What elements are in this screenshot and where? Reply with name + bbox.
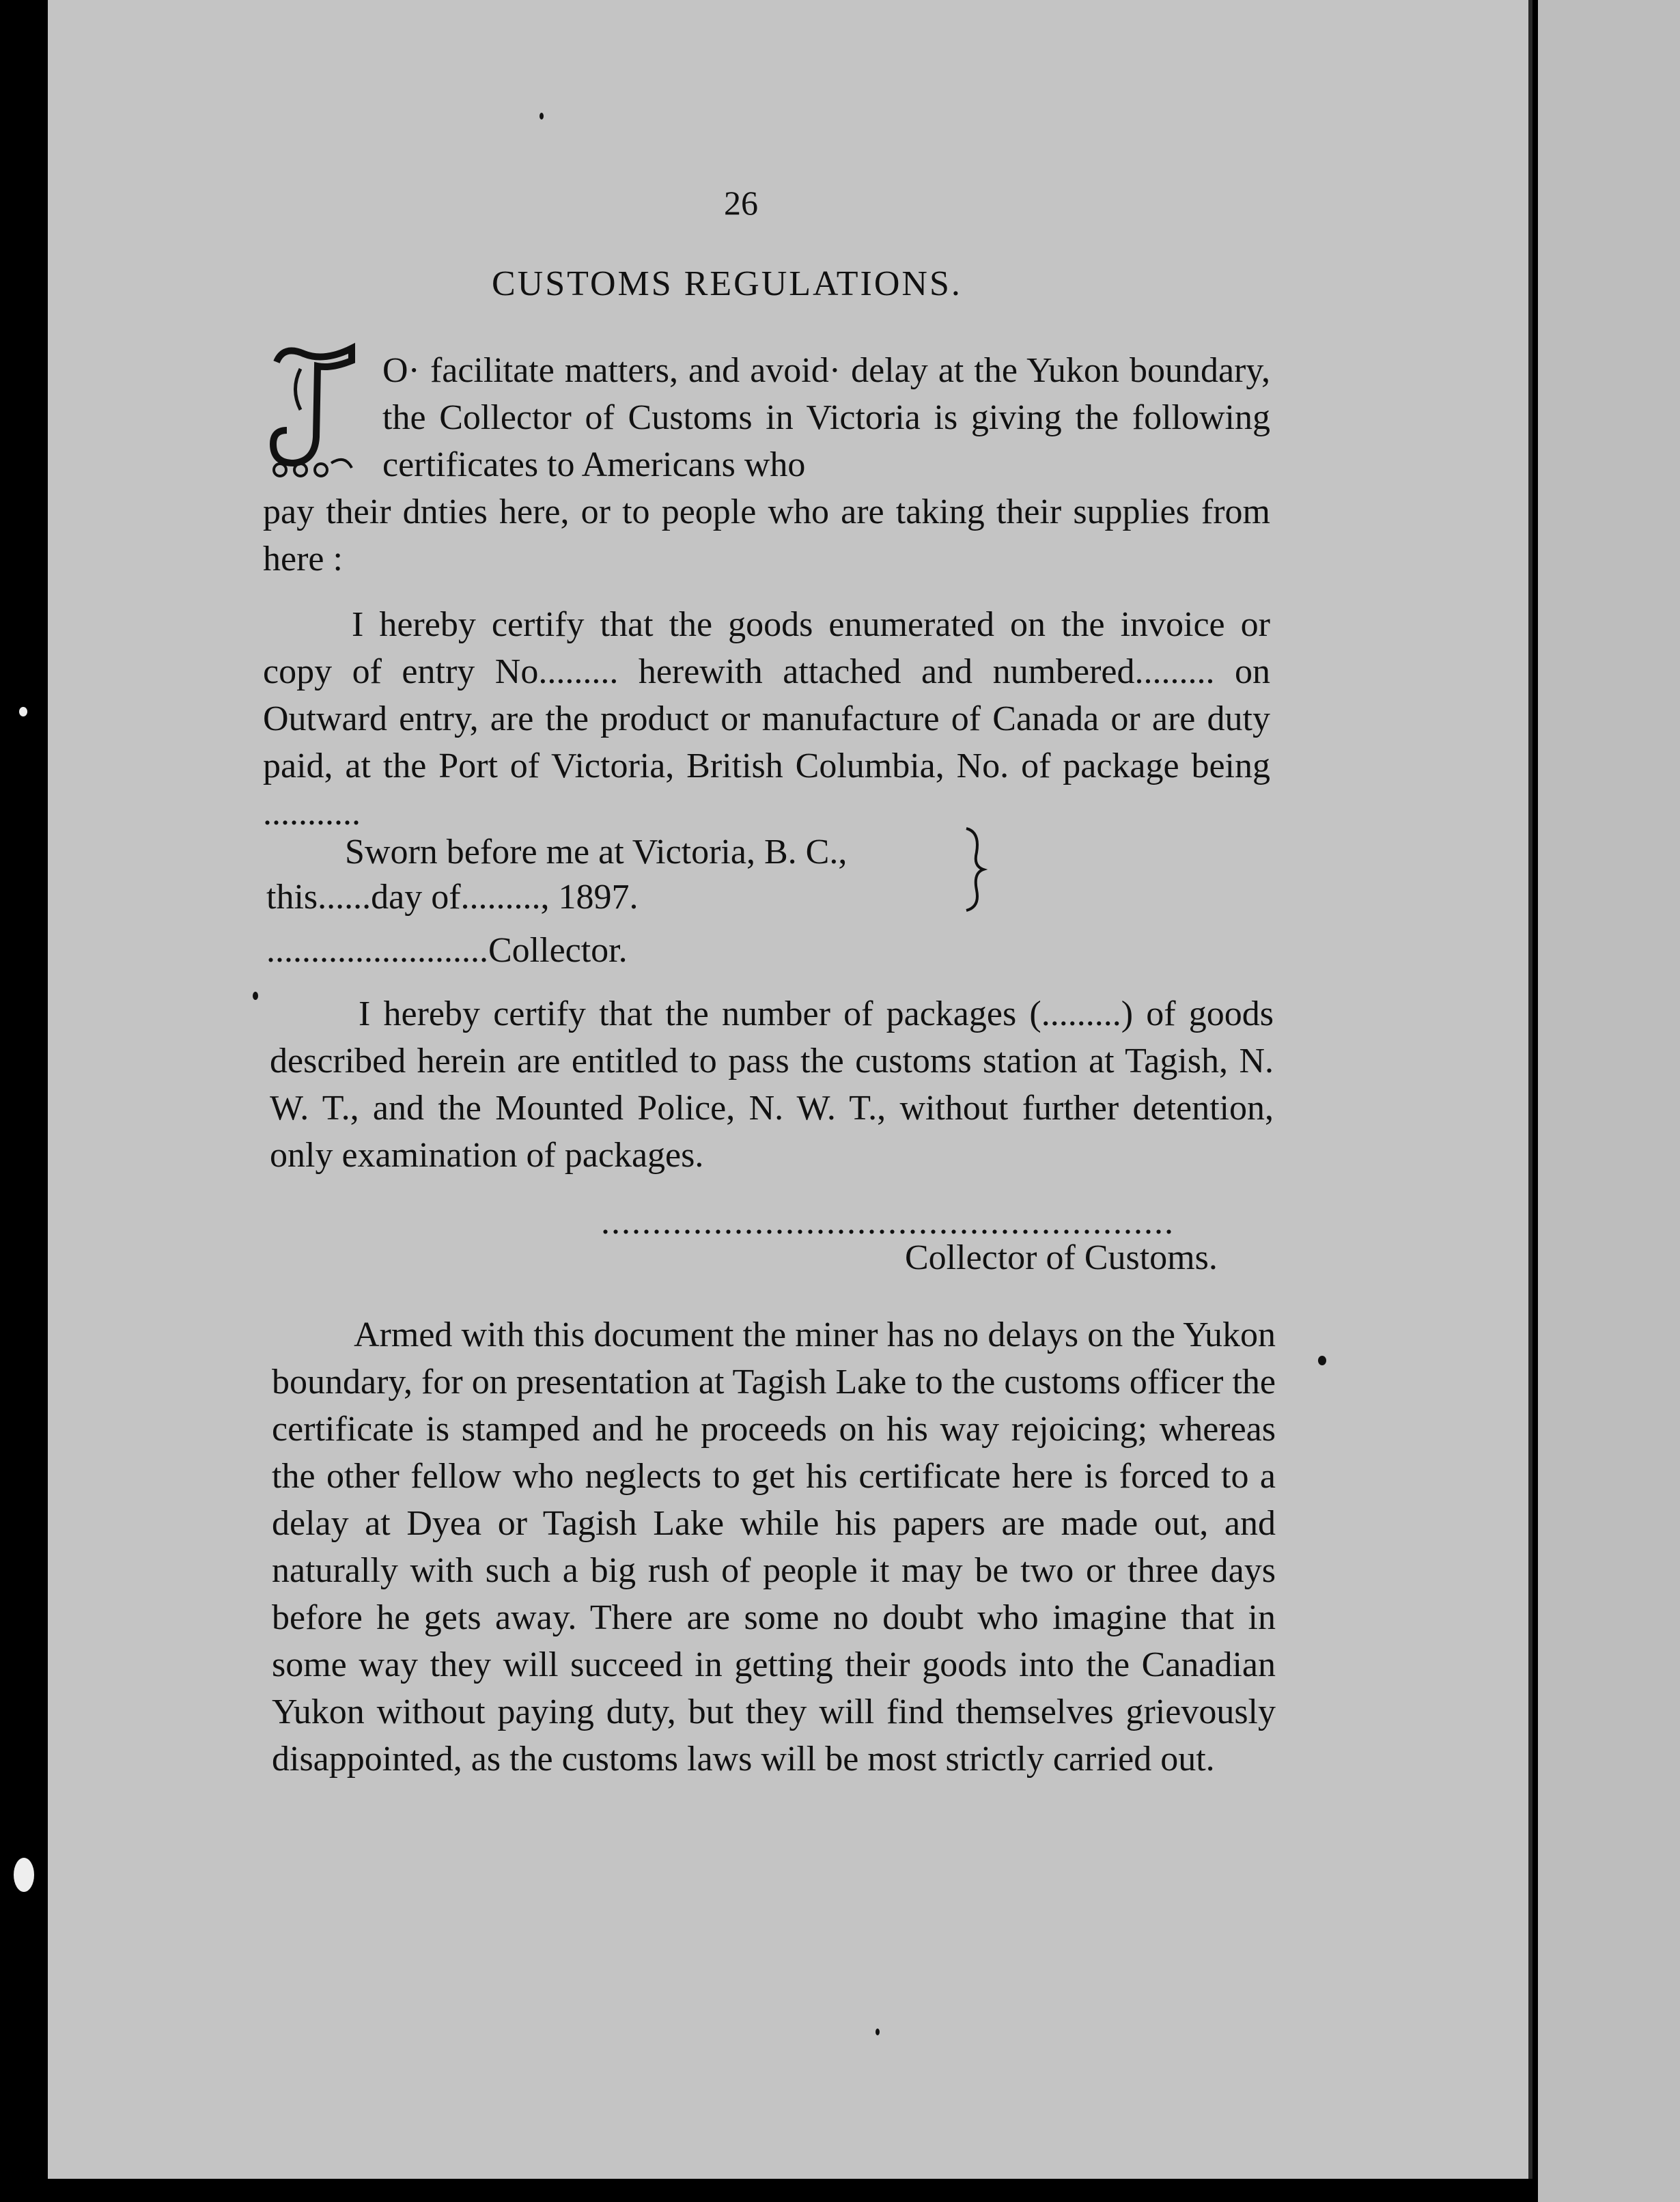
signature-dots: ........................................................ bbox=[601, 1203, 1175, 1242]
adjacent-page-edge bbox=[1538, 0, 1680, 2202]
scan-speck bbox=[1318, 1356, 1326, 1365]
dropcap-t-icon bbox=[263, 342, 365, 478]
page-number: 26 bbox=[724, 184, 758, 222]
scan-speck bbox=[14, 1858, 34, 1892]
intro-continuation: pay their dnties here, or to people who are taking their supplies from here : bbox=[263, 492, 1270, 579]
scan-speck bbox=[540, 113, 544, 120]
page-title: CUSTOMS REGULATIONS. bbox=[492, 264, 962, 303]
page-bottom-shadow bbox=[48, 2179, 1537, 2202]
sworn-block bbox=[266, 830, 1018, 920]
closing-paragraph: Armed with this document the miner has no delays on the Yukon boundary, for on presentation at Tagish Lake to the customs officer the certificate is stamped and he proceeds on his way rejoicing; whereas the other fellow who neglects to get his certificate here is forced to a delay at Dyea or Tagish Lake while his papers are made out, and naturally with such a big rush of people it may be two or three days before he gets away. There are some no doubt who imagine that in some way they will succeed in getting their goods into the Canadian Yukon without paying duty, but they will find themselves grievously disappointed, as the customs laws will be most strictly carried out. bbox=[272, 1315, 1276, 1779]
collector-signature-line: .........................Collector. bbox=[266, 931, 628, 970]
brace-icon bbox=[956, 825, 990, 914]
sworn-line-1: Sworn before me at Victoria, B. C., bbox=[345, 833, 848, 872]
certificate-packages-paragraph: I hereby certify that the number of packages (.........) of goods described herein are entitled to pass the customs station at Tagish, N. W. T., and the Mounted Police, N. W. T., without further detention, only examination of packages. bbox=[270, 994, 1274, 1175]
scan-speck bbox=[253, 992, 258, 1000]
certificate-goods-paragraph: I hereby certify that the goods enumerated on the invoice or copy of entry No......... herewith attached and numbered......... on Outward entry, are the product or manufacture of Canada or are duty paid, at the Port of Victoria, British Columbia, No. of package being ........... bbox=[263, 605, 1270, 833]
intro-opening-lines: O· facilitate matters, and avoid· delay at the Yukon boundary, the Collector of Customs in Victoria is giving the following certificates to Americans who bbox=[382, 351, 1270, 484]
collector-of-customs-label: Collector of Customs. bbox=[905, 1238, 1218, 1277]
scan-speck bbox=[19, 707, 27, 716]
scan-speck bbox=[876, 2029, 880, 2035]
sworn-line-2: this......day of........., 1897. bbox=[266, 878, 639, 917]
